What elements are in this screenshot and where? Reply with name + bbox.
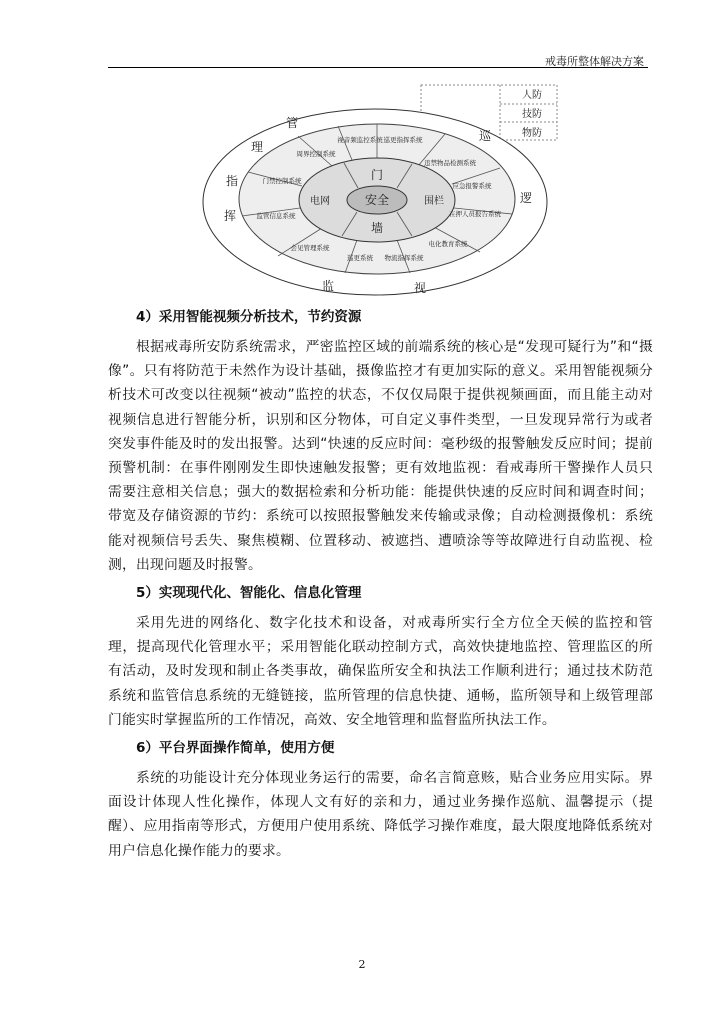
side-label-people: 人防 [522, 90, 542, 101]
section-paragraph: 系统的功能设计充分体现业务运行的需要，命名言简意赅，贴合业务应用实际。界面设计体现人性化操作，体现人文有好的亲和力，通过业务操作巡航、温馨提示（提醒）、应用指南等形式，方便用户使用系统、降低学习操作难度，最大限度地降低系统对用户信息化操作能力的要求。 [108, 770, 653, 859]
system-label: 巡更系统 [347, 254, 373, 262]
inner-label-grid: 电网 [310, 196, 330, 207]
section-heading: 4）采用智能视频分析技术，节约资源 [136, 309, 362, 325]
outer-label-hui: 挥 [223, 209, 237, 223]
document-body [108, 305, 653, 867]
inner-label-gate: 门 [370, 168, 384, 182]
inner-label-wall: 墙 [370, 221, 384, 235]
outer-label-li: 理 [250, 140, 264, 154]
outer-label-jian: 监 [321, 279, 335, 293]
system-label: 监管信息系统 [256, 212, 296, 220]
outer-label-shi: 视 [413, 281, 427, 295]
outer-label-zhi: 指 [225, 174, 239, 188]
section-paragraph: 根据戒毒所安防系统需求，严密监控区域的前端系统的核心是“发现可疑行为”和“摄像”。只有将防范于未然作为设计基础，摄像监控才有更加实际的意义。采用智能视频分析技术可改变以往视频“被动”监控的状态，不仅仅局限于提供视频画面，而且能主动对视频信息进行智能分析，识别和区分物体，可自定义事件类型，一旦发现异常行为或者突发事件能及时的发出报警。达到“快速的反应时间：毫秒级的报警触发反应时间；提前预警机制：在事件刚刚发生即快速触发报警；更有效地监视：看戒毒所干警操作人员只需要注意相关信息；强大的数据检索和分析功能：能提供快速的反应时间和调查时间；带宽及存储资源的节约：系统可以按照报警触发来传输或录像；自动检测摄像机：系统能对视频信号丢失、聚焦模糊、位置移动、被遮挡、遭喷涂等等故障进行自动监视、检测，出现问题及时报警。 [108, 339, 653, 573]
side-label-tech: 技防 [522, 109, 542, 120]
system-label: 会见管理系统 [290, 244, 330, 252]
inner-label-fence: 围栏 [424, 196, 444, 207]
page-header-title: 戒毒所整体解决方案 [545, 55, 644, 68]
header-rule [108, 67, 648, 68]
section-heading: 5）实现现代化、智能化、信息化管理 [136, 585, 362, 602]
system-label: 违禁物品检测系统 [424, 159, 476, 167]
system-label: 电化教育系统 [428, 240, 468, 248]
outer-label-luo: 逻 [519, 191, 533, 205]
system-label: 周界控制系统 [296, 150, 336, 158]
system-label: 巡更指挥系统 [383, 136, 423, 144]
system-label: 物流指挥系统 [384, 254, 424, 262]
section-heading: 6）平台界面操作简单，使用方便 [136, 740, 335, 757]
system-label: 在押人员报告系统 [449, 210, 501, 218]
system-label: 视音频监控系统 [337, 136, 383, 144]
side-label-physical: 物防 [522, 128, 542, 139]
system-label: 应急报警系统 [452, 182, 492, 190]
security-system-diagram [200, 80, 560, 300]
page-number: 2 [358, 958, 366, 971]
outer-label-xun: 巡 [478, 129, 492, 143]
system-label: 门禁控制系统 [262, 177, 302, 185]
section-paragraph: 采用先进的网络化、数字化技术和设备，对戒毒所实行全方位全天候的监控和管理，提高现代化管理水平；采用智能化联动控制方式，高效快捷地监控、管理监区的所有活动，及时发现和制止各类事故，确保监所安全和执法工作顺利进行；通过技术防范系统和监管信息系统的无缝链接，监所管理的信息快捷、通畅，监所领导和上级管理部门能实时掌握监所的工作情况，高效、安全地管理和监督监所执法工作。 [108, 615, 653, 728]
center-label: 安全 [364, 193, 390, 207]
outer-label-guan: 管 [285, 116, 299, 130]
